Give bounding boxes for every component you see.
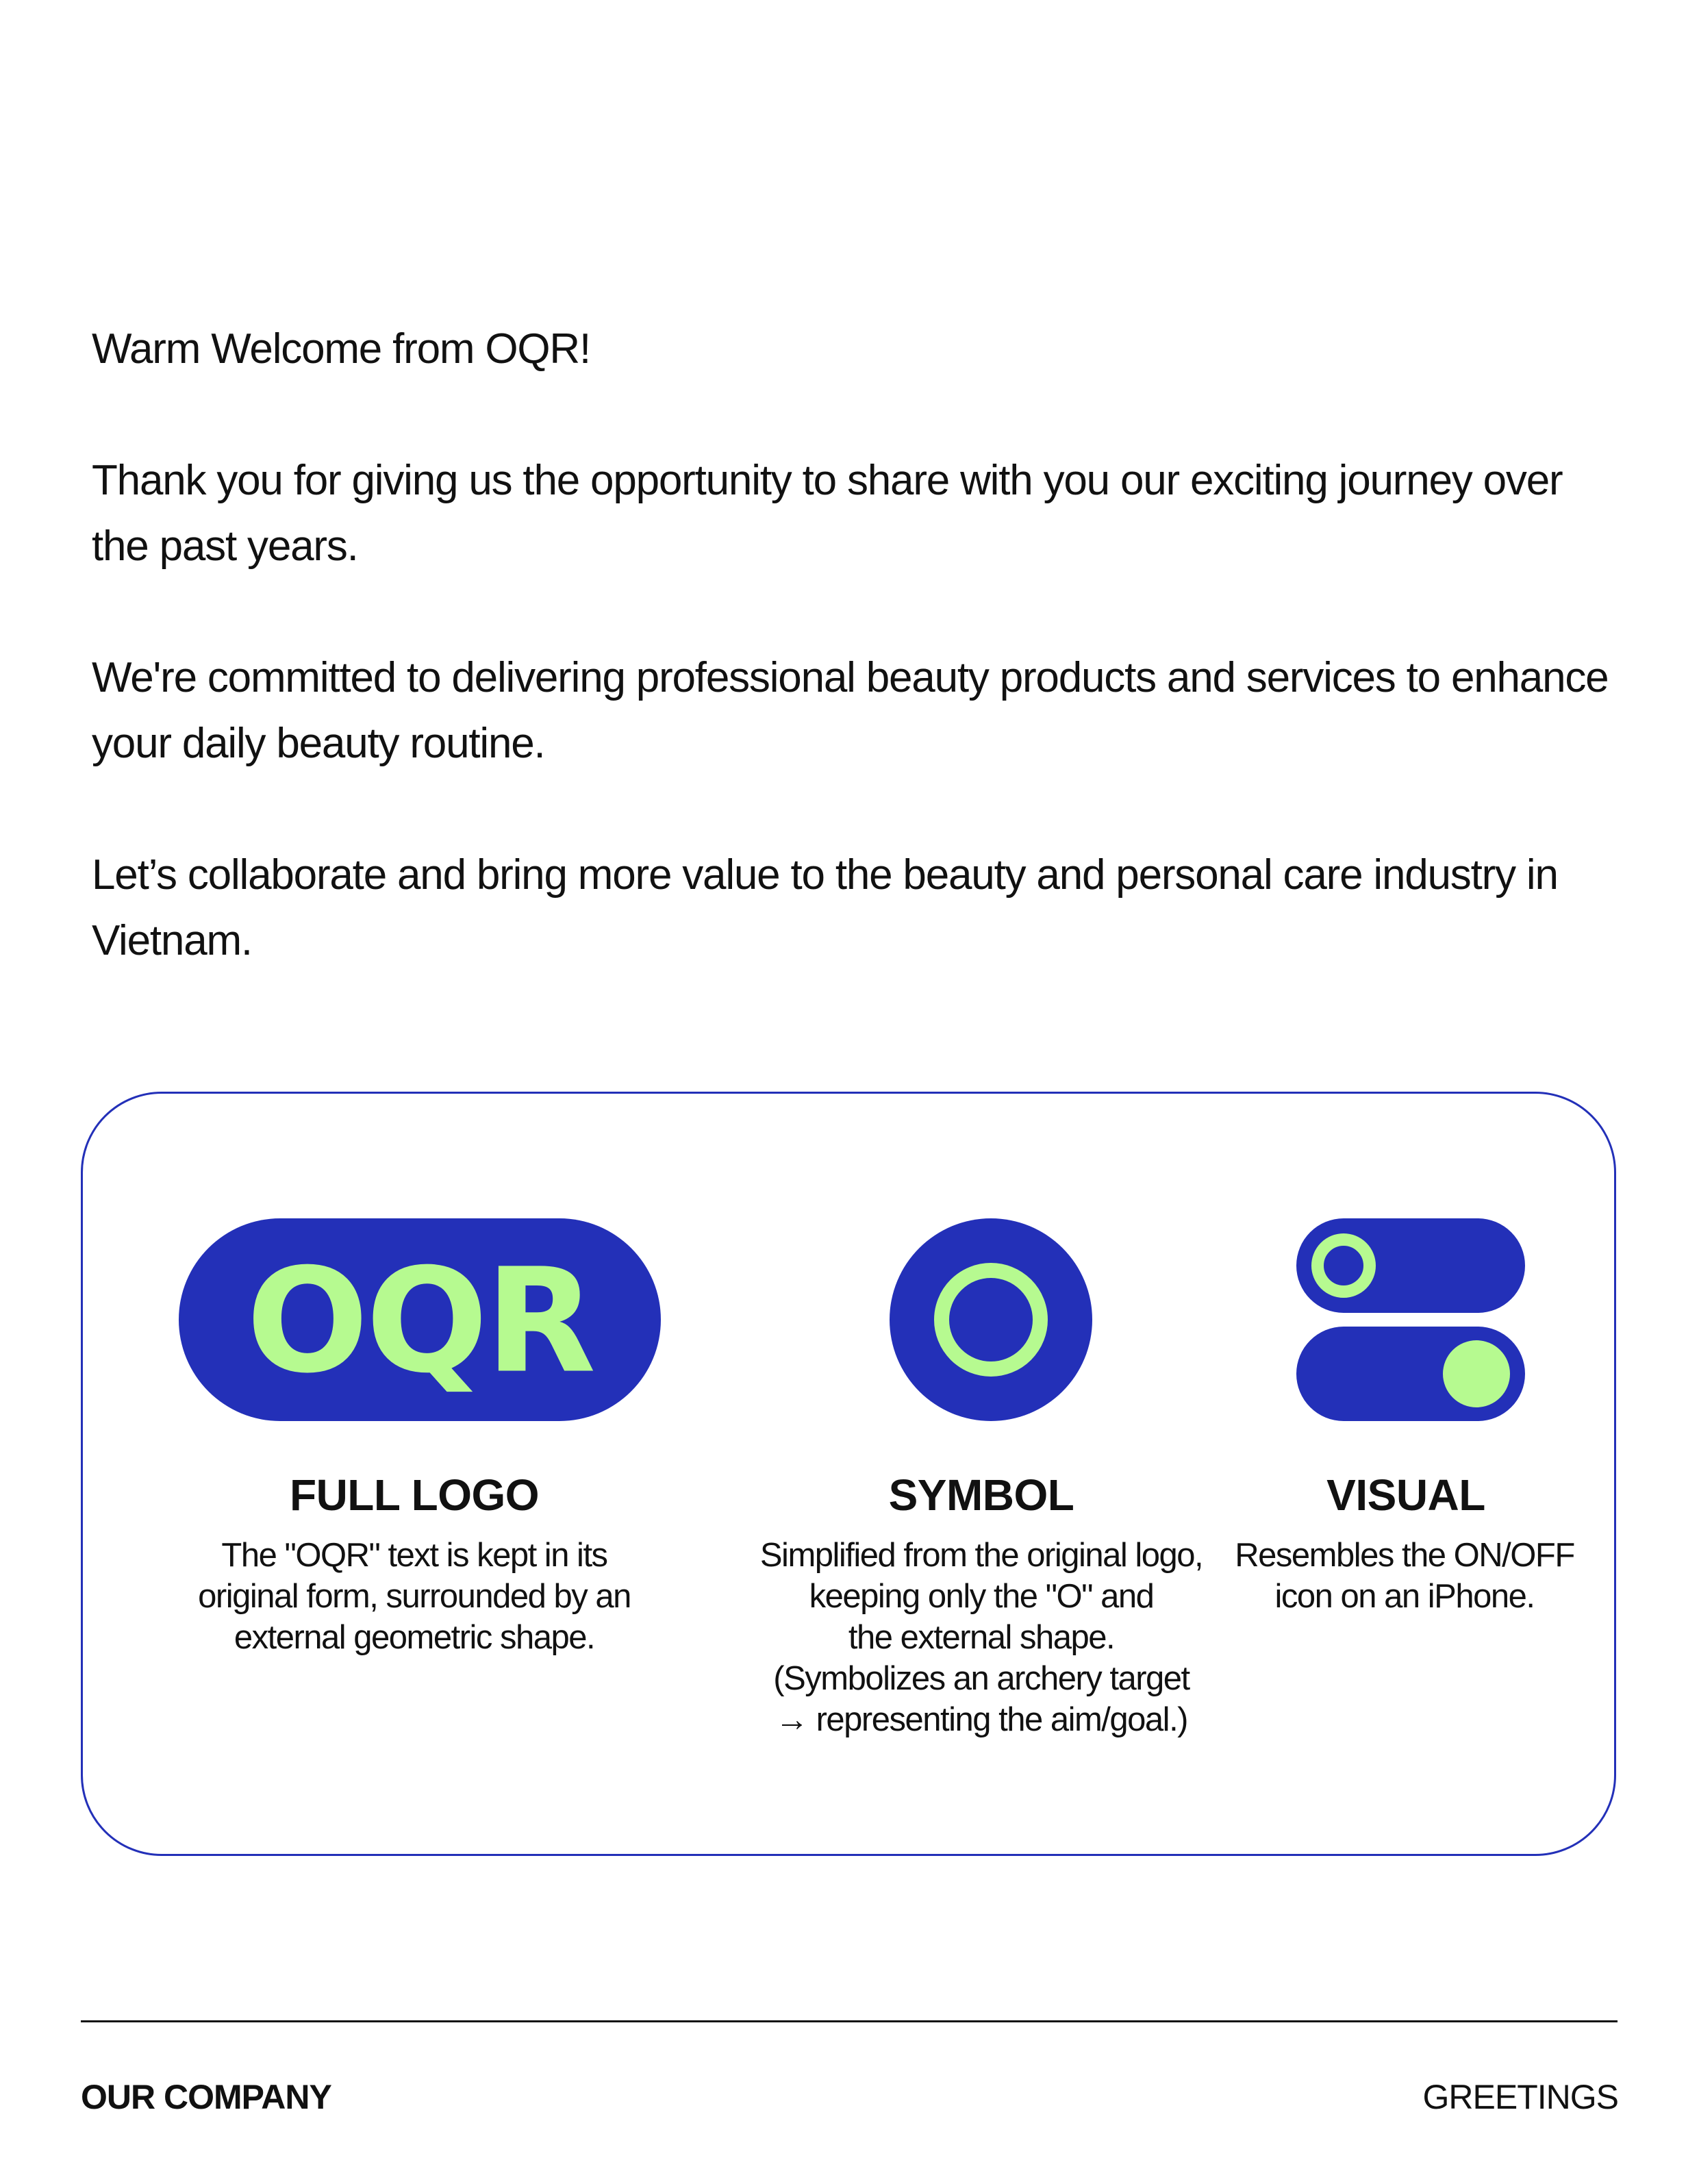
full-logo-wordmark: OQR [246,1237,594,1405]
full-logo-desc-line: external geometric shape. [234,1619,595,1656]
oqr-full-logo-graphic [179,1218,661,1421]
visual-desc-line: icon on an iPhone. [1274,1578,1535,1615]
toggle-switches-icon [1296,1218,1525,1421]
visual-title: VISUAL [1326,1470,1485,1520]
thanks-paragraph: Thank you for giving us the opportunity to share with you our exciting journey over the past years. [92,457,1563,570]
symbol-outer-circle [890,1218,1092,1421]
oqr-full-logo [179,1218,661,1421]
symbol-desc-line: Simplified from the original logo, [759,1537,1203,1574]
toggle-off-track [1296,1218,1525,1313]
symbol-desc-line: keeping only the "O" and [809,1578,1154,1615]
footer-divider [81,2020,1618,2022]
symbol-title: SYMBOL [888,1470,1074,1520]
oqr-symbol-graphic [890,1218,1092,1421]
visual-column [1194,1094,1618,1854]
collaborate-paragraph: Let’s collaborate and bring more value to the beauty and personal care industry in Vietnam. [92,851,1558,964]
symbol-desc-line: → representing the aim/goal.) [775,1701,1187,1738]
logo-variants-card [81,1092,1616,1856]
symbol-desc-line: the external shape. [848,1619,1115,1656]
toggle-on-knob [1443,1340,1510,1407]
full-logo-desc-line: original form, surrounded by an [198,1578,631,1615]
welcome-line: Warm Welcome from OQR! [92,325,590,373]
full-logo-desc-line: The "OQR" text is kept in its [221,1537,607,1574]
oqr-symbol-icon [890,1218,1092,1421]
commitment-paragraph: We're committed to delivering professional beauty products and services to enhance your daily beauty routine. [92,654,1609,767]
footer-section-label: OUR COMPANY [81,2078,331,2116]
full-logo-description [72,1535,757,1658]
visual-description [1192,1535,1617,1617]
full-logo-title: FULL LOGO [289,1470,540,1520]
toggle-switches-graphic [1296,1218,1525,1421]
visual-desc-line: Resembles the ON/OFF [1235,1537,1574,1574]
full-logo-column [83,1094,768,1854]
symbol-desc-line: (Symbolizes an archery target [773,1660,1190,1697]
footer-page-label: GREETINGS [1422,2078,1618,2116]
